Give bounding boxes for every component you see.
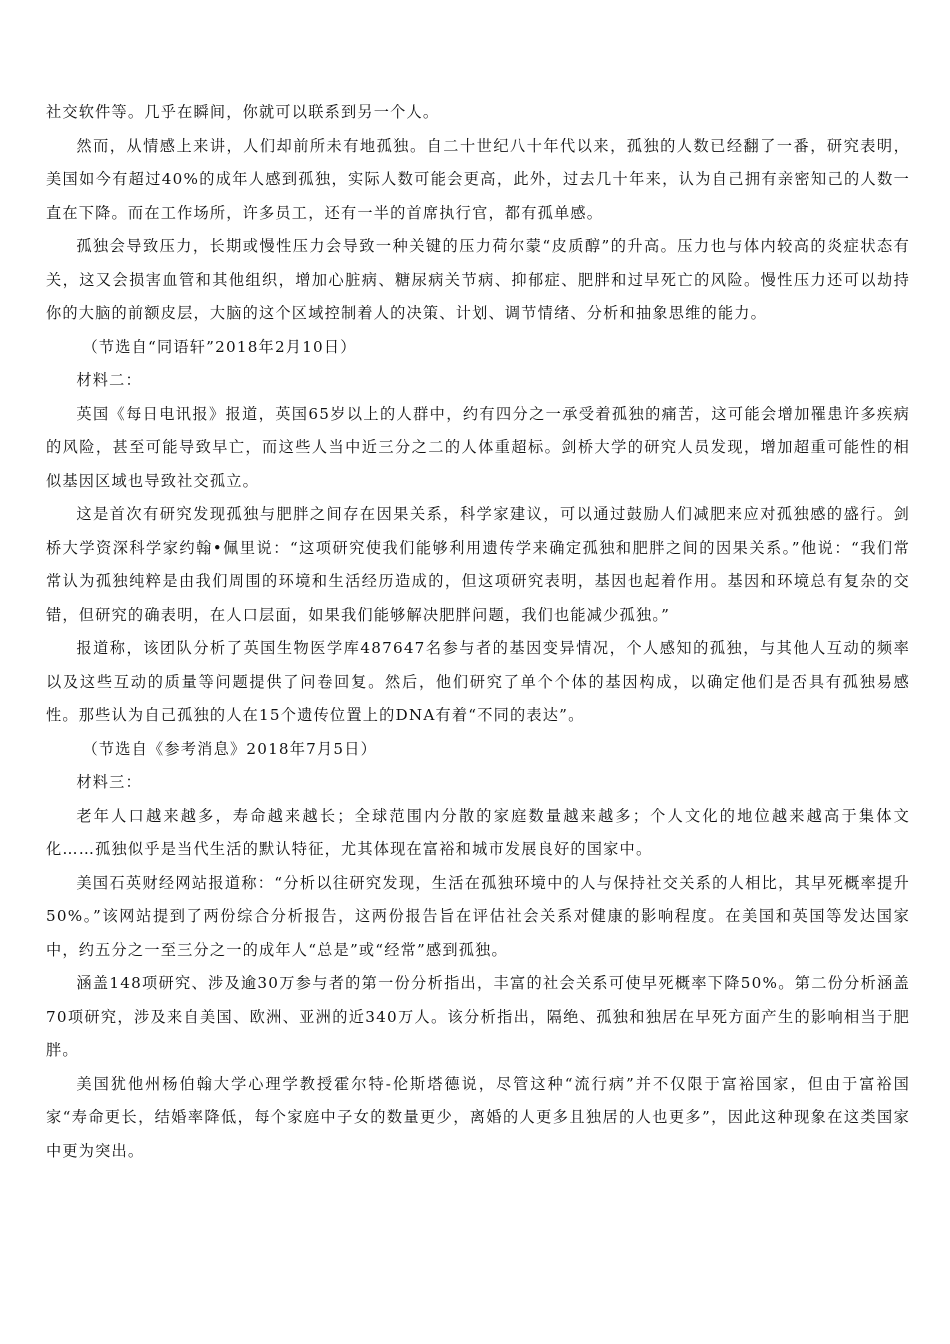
material-three-heading: 材料三： (76, 773, 142, 791)
paragraph-meta-analysis: 涵盖148项研究、涉及逾30万参与者的第一份分析指出，丰富的社会关系可使早死概率下降50%。第二份分析涵盖70项研究，涉及来自美国、欧洲、亚洲的近340万人。该分析指出，隔绝、孤独和独居在早死方面产生的影响相当于肥胖。 (46, 974, 910, 1059)
source-citation-2: （节选自《参考消息》2018年7月5日） (82, 739, 378, 758)
paragraph-aging-population: 老年人口越来越多，寿命越来越长；全球范围内分散的家庭数量越来越多；个人文化的地位越来越高于集体文化……孤独似乎是当代生活的默认特征，尤其体现在富裕和城市发展良好的国家中。 (46, 806, 910, 858)
paragraph-professor-quote: 美国犹他州杨伯翰大学心理学教授霍尔特-伦斯塔德说，尽管这种“流行病”并不仅限于富裕国家，但由于富裕国家“寿命更长，结婚率降低，每个家庭中子女的数量更少，离婚的人更多且独居的人也更多”，因此这种现象在这类国家中更为突出。 (46, 1074, 910, 1160)
paragraph-causal-relation: 这是首次有研究发现孤独与肥胖之间存在因果关系，科学家建议，可以通过鼓励人们减肥来应对孤独感的盛行。剑桥大学资深科学家约翰•佩里说：“这项研究使我们能够利用遗传学来确定孤独和肥胖之间的因果关系。”他说：“我们常常认为孤独纯粹是由我们周围的环境和生活经历造成的，但这项研究表明，基因也起着作用。基因和环境总有复杂的交错，但研究的确表明，在人口层面，如果我们能够解决肥胖问题，我们也能减少孤独。” (46, 505, 910, 624)
paragraph-emotional-loneliness: 然而，从情感上来讲，人们却前所未有地孤独。自二十世纪八十年代以来，孤独的人数已经翻了一番，研究表明，美国如今有超过40%的成年人感到孤独，实际人数可能会更高，此外，过去几十年来，认为自己拥有亲密知己的人数一直在下降。而在工作场所，许多员工，还有一半的首席执行官，都有孤单感。 (46, 136, 910, 222)
paragraph-biobank-analysis: 报道称，该团队分析了英国生物医学库487647名参与者的基因变异情况，个人感知的孤独，与其他人互动的频率以及这些互动的质量等问题提供了问卷回复。然后，他们研究了单个个体的基因构成，以确定他们是否具有孤独易感性。那些认为自己孤独的人在15个遗传位置上的DNA有着“不同的表达”。 (46, 639, 910, 724)
material-two-heading: 材料二： (76, 371, 142, 389)
document-body (46, 96, 910, 1168)
source-citation-1: （节选自“同语轩”2018年2月10日） (82, 337, 357, 356)
paragraph-quartz-report: 美国石英财经网站报道称：“分析以往研究发现，生活在孤独环境中的人与保持社交关系的人相比，其早死概率提升50%。”该网站提到了两份综合分析报告，这两份报告旨在评估社会关系对健康的影响程度。在美国和英国等发达国家中，约五分之一至三分之一的成年人“总是”或“经常”感到孤独。 (46, 873, 910, 959)
paragraph-intro-continued: 社交软件等。几乎在瞬间，你就可以联系到另一个人。 (46, 103, 440, 121)
paragraph-stress-effects: 孤独会导致压力，长期或慢性压力会导致一种关键的压力荷尔蒙“皮质醇”的升高。压力也与体内较高的炎症状态有关，这又会损害血管和其他组织，增加心脏病、糖尿病关节病、抑郁症、肥胖和过早死亡的风险。慢性压力还可以劫持你的大脑的前额皮层，大脑的这个区域控制着人的决策、计划、调节情绪、分析和抽象思维的能力。 (46, 237, 910, 322)
paragraph-telegraph-report: 英国《每日电讯报》报道，英国65岁以上的人群中，约有四分之一承受着孤独的痛苦，这可能会增加罹患许多疾病的风险，甚至可能导致早亡，而这些人当中近三分之二的人体重超标。剑桥大学的研究人员发现，增加超重可能性的相似基因区域也导致社交孤立。 (46, 404, 910, 490)
